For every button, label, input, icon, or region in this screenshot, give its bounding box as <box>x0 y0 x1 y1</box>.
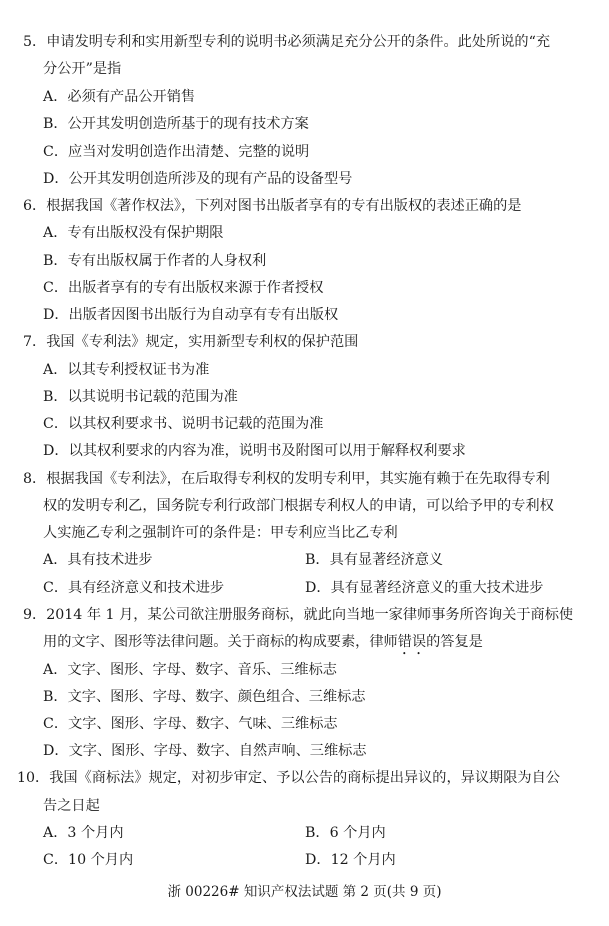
question-9-option-b: B．文字、图形、字母、数字、颜色组合、三维标志 <box>43 689 366 705</box>
question-5-option-a: A．必须有产品公开销售 <box>43 89 196 105</box>
question-5-stem-line-1: 5．申请发明专利和实用新型专利的说明书必须满足充分公开的条件。此处所说的“充 <box>23 34 551 50</box>
question-5-option-d: D．公开其发明创造所涉及的现有产品的设备型号 <box>43 171 353 187</box>
question-10-option-a: A．3 个月内 <box>43 825 124 841</box>
question-8-option-d: D．具有显著经济意义的重大技术进步 <box>305 580 544 596</box>
question-6-stem-line-1: 6．根据我国《著作权法》，下列对图书出版者享有的专有出版权的表述正确的是 <box>23 198 522 214</box>
page-footer: 浙 00226# 知识产权法试题 第 2 页(共 9 页) <box>167 884 442 900</box>
question-9-stem-line-2-part-3: 的答复是 <box>426 634 483 650</box>
question-7-option-b: B．以其说明书记载的范围为准 <box>43 389 238 405</box>
question-9-stem-line-1: 9．2014 年 1 月，某公司欲注册服务商标，就此向当地一家律师事务所咨询关于商标使 <box>23 607 574 623</box>
question-7-stem-line-1: 7．我国《专利法》规定，实用新型专利权的保护范围 <box>23 334 359 350</box>
question-9-option-c: C．文字、图形、字母、数字、气味、三维标志 <box>43 716 338 732</box>
question-10-option-d: D．12 个月内 <box>305 852 396 868</box>
question-6-option-b: B．专有出版权属于作者的人身权利 <box>43 253 267 269</box>
question-9-stem-line-2 <box>43 629 483 658</box>
question-9-stem-line-2-part-1: 用的文字、图形等法律问题。关于商标的构成要素，律师 <box>43 634 398 650</box>
question-10-option-b: B．6 个月内 <box>305 825 386 841</box>
question-6-option-d: D．出版者因图书出版行为自动享有专有出版权 <box>43 307 339 323</box>
question-6-option-c: C．出版者享有的专有出版权来源于作者授权 <box>43 280 324 296</box>
question-10-stem-line-1: 10．我国《商标法》规定，对初步审定、予以公告的商标提出异议的，异议期限为自公 <box>17 770 560 786</box>
question-7-option-a: A．以其专利授权证书为准 <box>43 362 210 378</box>
question-8-stem-line-2: 权的发明专利乙，国务院专利行政部门根据专利权人的申请，可以给予甲的专利权 <box>43 498 554 514</box>
question-6-option-a: A．专有出版权没有保护期限 <box>43 225 224 241</box>
question-9-option-d: D．文字、图形、字母、数字、自然声响、三维标志 <box>43 743 367 759</box>
question-5-stem-line-2: 分公开”是指 <box>43 61 122 77</box>
question-9-option-a: A．文字、图形、字母、数字、音乐、三维标志 <box>43 662 337 678</box>
question-8-option-a: A．具有技术进步 <box>43 552 153 568</box>
question-8-stem-line-3: 人实施乙专利之强制许可的条件是：甲专利应当比乙专利 <box>43 525 398 541</box>
question-8-option-c: C．具有经济意义和技术进步 <box>43 580 225 596</box>
question-8-stem-line-1: 8．根据我国《专利法》，在后取得专利权的发明专利甲，其实施有赖于在先取得专利 <box>23 471 550 487</box>
question-7-option-d: D．以其权利要求的内容为准，说明书及附图可以用于解释权利要求 <box>43 443 466 459</box>
question-5-option-c: C．应当对发明创造作出清楚、完整的说明 <box>43 144 310 160</box>
emphasis-wrong: 错误 <box>397 634 427 650</box>
question-5-option-b: B．公开其发明创造所基于的现有技术方案 <box>43 116 309 132</box>
question-10-stem-line-2: 告之日起 <box>43 798 100 814</box>
question-8-option-b: B．具有显著经济意义 <box>305 552 444 568</box>
question-10-option-c: C．10 个月内 <box>43 852 134 868</box>
question-7-option-c: C．以其权利要求书、说明书记载的范围为准 <box>43 416 324 432</box>
